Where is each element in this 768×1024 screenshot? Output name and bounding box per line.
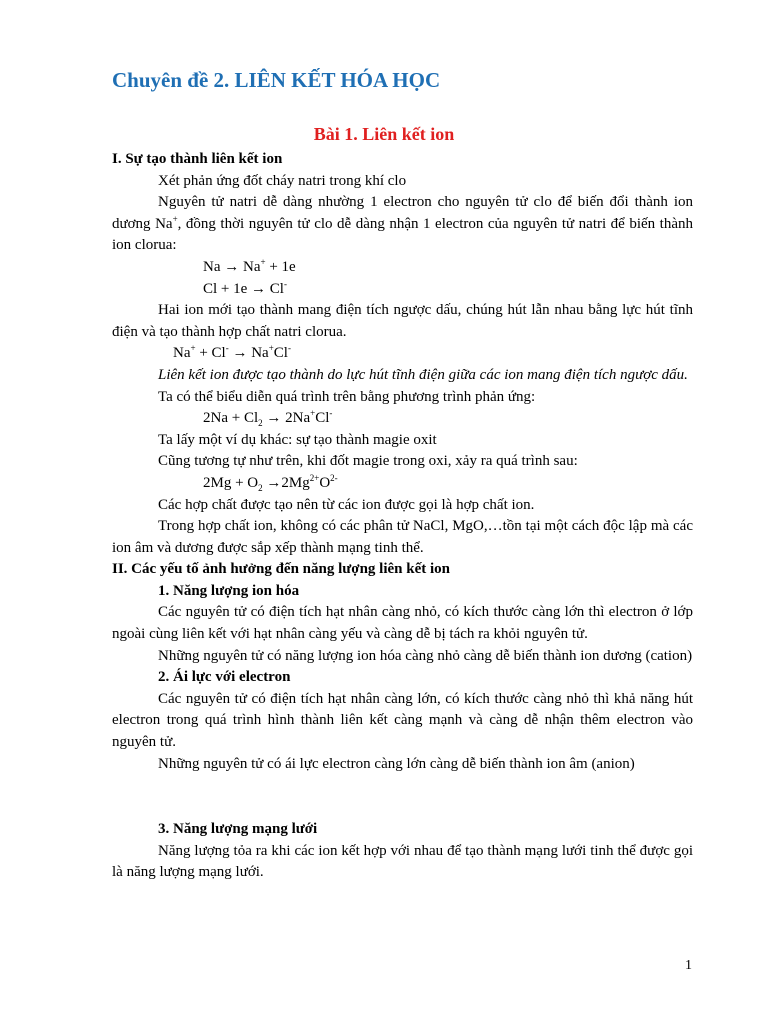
superscript: -: [287, 343, 291, 354]
equation-5: [112, 473, 693, 495]
text: → 2Na: [262, 410, 311, 427]
paragraph: Những nguyên tử có năng lượng ion hóa càng nhỏ càng dễ biến thành ion dương (cation): [158, 647, 693, 664]
text: 2Na + Cl: [203, 410, 259, 427]
text: → Na: [228, 345, 269, 362]
text: 2Mg + O: [203, 474, 259, 491]
paragraph: Những nguyên tử có ái lực electron càng lớn càng dễ biến thành ion âm (anion): [158, 755, 635, 772]
text: Cl: [273, 345, 288, 362]
equation-4: [112, 408, 693, 430]
superscript: +: [190, 343, 196, 354]
equation-1: [112, 257, 693, 279]
superscript: 2+: [309, 472, 320, 483]
paragraph: Cũng tương tự như trên, khi đốt magie trong oxi, xảy ra quá trình sau:: [158, 453, 578, 470]
subheading-2: 2. Ái lực với electron: [158, 669, 291, 686]
superscript: -: [225, 343, 229, 354]
paragraph: Các nguyên tử có điện tích hạt nhân càng nhỏ, có kích thước càng lớn thì electron ở lớp ngoài cùng liên kết với hạt nhân càng yếu và càng dễ bị tách ra khỏi nguyên tử.: [112, 604, 693, 643]
lesson-title: Bài 1. Liên kết ion: [313, 124, 455, 144]
paragraph: [112, 192, 693, 257]
superscript: +: [268, 343, 274, 354]
text: + Cl: [195, 345, 226, 362]
superscript: +: [172, 213, 178, 224]
superscript: +: [260, 256, 266, 267]
paragraph: Ta có thể biểu diễn quá trình trên bằng phương trình phản ứng:: [158, 388, 536, 405]
equation-3: [112, 343, 693, 365]
subscript: 2: [258, 482, 263, 493]
subheading-3: 3. Năng lượng mạng lưới: [158, 821, 318, 838]
spacer: [112, 775, 693, 819]
subscript: 2: [258, 418, 263, 429]
paragraph: Xét phản ứng đốt cháy natri trong khí clo: [158, 172, 407, 189]
subheading-1: 1. Năng lượng ion hóa: [158, 582, 300, 599]
paragraph: Trong hợp chất ion, không có các phân tử NaCl, MgO,…tồn tại một cách độc lập mà các ion âm và dương được sắp xếp thành mạng tinh thể.: [112, 518, 693, 556]
section-heading-1: I. Sự tạo thành liên kết ion: [112, 151, 283, 167]
paragraph: Ta lấy một ví dụ khác: sự tạo thành magie oxit: [158, 431, 437, 448]
text: →2Mg: [262, 474, 310, 491]
page-number: 1: [685, 958, 692, 973]
paragraph: Các hợp chất được tạo nên từ các ion được gọi là hợp chất ion.: [158, 496, 535, 513]
text: Na → Na: [203, 258, 261, 275]
superscript: -: [283, 278, 287, 289]
document-body: [112, 149, 693, 884]
text: Na: [173, 345, 191, 362]
chapter-title: Chuyên đề 2. LIÊN KẾT HÓA HỌC: [112, 68, 441, 92]
text: , đồng thời nguyên tử clo dễ dàng nhận 1 electron của nguyên tử natri để biến thành ion clorua:: [112, 215, 694, 254]
section-heading-2: II. Các yếu tố ảnh hưởng đến năng lượng liên kết ion: [112, 561, 451, 578]
text: Cl: [315, 410, 330, 427]
text: + 1e: [265, 258, 296, 275]
paragraph: Hai ion mới tạo thành mang điện tích ngược dấu, chúng hút lẫn nhau bằng lực hút tĩnh điện và tạo thành hợp chất natri clorua.: [112, 302, 693, 340]
paragraph: Các nguyên tử có điện tích hạt nhân càng lớn, có kích thước càng nhỏ thì khả năng hút electron trong quá trình hình thành liên kết càng mạnh và càng dễ nhận thêm electron vào nguyên tử.: [112, 690, 693, 751]
equation-2: [112, 279, 693, 301]
text: Nguyên tử natri dễ dàng nhường 1 electron cho nguyên tử clo để biến đổi thành ion dương Na: [112, 194, 693, 232]
paragraph: Năng lượng tỏa ra khi các ion kết hợp với nhau để tạo thành mạng lưới tinh thể được gọi là năng lượng mạng lưới.: [112, 842, 693, 881]
superscript: 2-: [330, 472, 338, 483]
text: O: [319, 474, 331, 491]
superscript: +: [310, 408, 316, 419]
superscript: -: [329, 408, 333, 419]
text: Cl + 1e → Cl: [203, 280, 284, 297]
definition-italic: Liên kết ion được tạo thành do lực hút tĩnh điện giữa các ion mang điện tích ngược dấu.: [158, 366, 688, 383]
